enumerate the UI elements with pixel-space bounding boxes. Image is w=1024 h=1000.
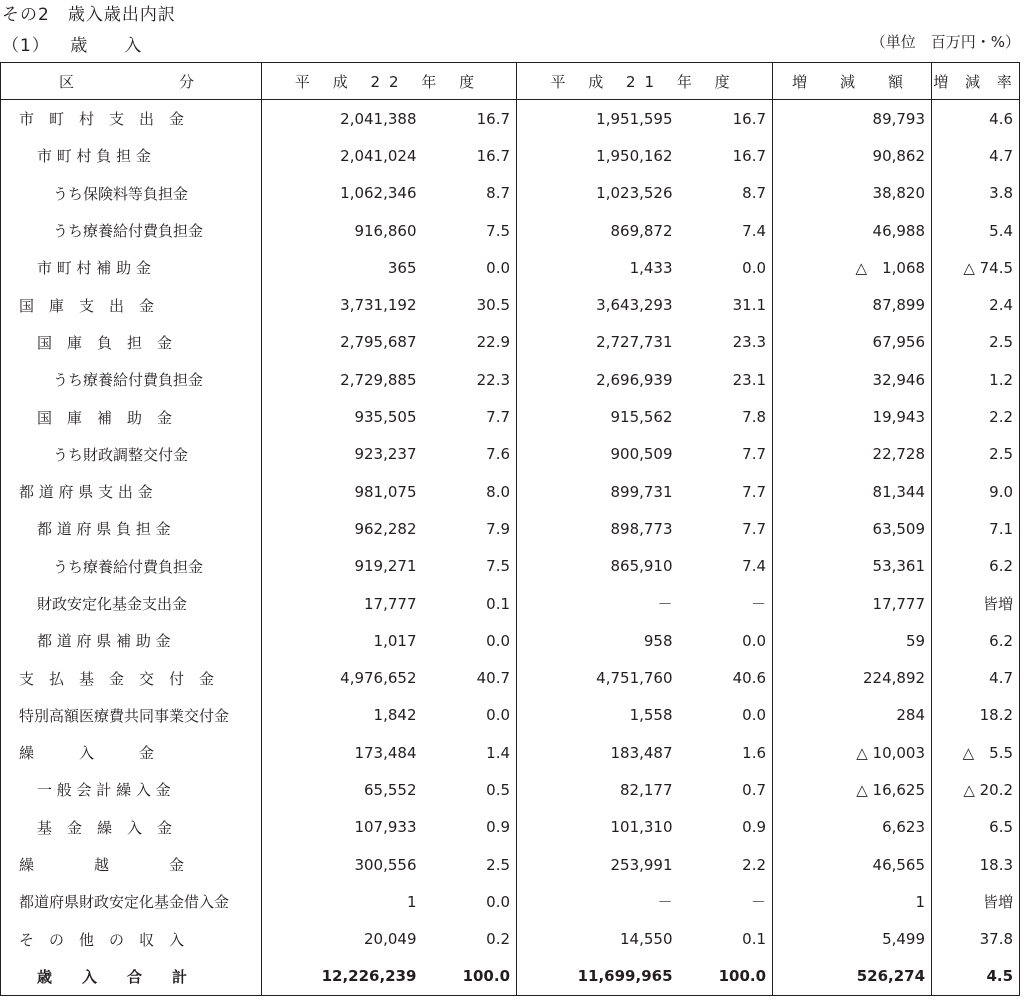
diff-amount: 284 [773,697,932,734]
diff-amount: △ 16,625 [773,771,932,808]
row-label: 財政安定化基金支出金 [1,585,262,622]
change-rate: 4.5 [932,958,1020,996]
fy22-share: 7.5 [486,557,511,576]
table-row [1,734,1020,771]
fy22-amount: 962,282 [262,510,423,547]
table-row [1,958,1020,996]
fy22-share: 2.5 [486,855,511,874]
fy22-share: 40.7 [476,669,511,688]
fy22-share: 22.9 [476,333,511,352]
fy21-amount: 899,731 [517,473,679,510]
diff-amount: 81,344 [773,473,932,510]
fy21-amount: 900,509 [517,436,679,473]
diff-amount: △ 1,068 [773,249,932,286]
table-row [1,883,1020,920]
change-rate: 9.0 [932,473,1020,510]
fy21-share: 16.7 [732,146,767,165]
table-row [1,286,1020,323]
change-rate: 2.5 [932,436,1020,473]
fy21-amount: 82,177 [517,771,679,808]
diff-amount: 32,946 [773,361,932,398]
fy22-amount: 65,552 [262,771,423,808]
row-label: 繰 越 金 [1,846,262,883]
row-label: うち療養給付費負担金 [1,548,262,585]
fy21-share: 0.9 [742,818,767,837]
diff-amount: 53,361 [773,548,932,585]
diff-amount: 89,793 [773,100,932,138]
fy21-share: 2.2 [742,855,767,874]
fy21-amount: 101,310 [517,809,679,846]
row-label: うち財政調整交付金 [1,436,262,473]
row-label: 国 庫 補 助 金 [1,398,262,435]
fy22-share: 0.0 [486,892,511,911]
fy22-amount: 365 [262,249,423,286]
fy22-share: 7.6 [486,445,511,464]
row-label: 特別高額医療費共同事業交付金 [1,697,262,734]
fy22-share: 0.0 [486,258,511,277]
diff-amount: 6,623 [773,809,932,846]
change-rate: 4.6 [932,100,1020,138]
fy21-amount: 1,950,162 [517,137,679,174]
change-rate: 5.4 [932,212,1020,249]
fy22-amount: 916,860 [262,212,423,249]
fy21-amount: 4,751,760 [517,659,679,696]
change-rate: 2.5 [932,324,1020,361]
fy21-share: 16.7 [732,109,767,128]
fy21-share: 0.0 [742,706,767,725]
change-rate: 1.2 [932,361,1020,398]
diff-amount: 22,728 [773,436,932,473]
diff-amount: 90,862 [773,137,932,174]
fy21-share: 0.7 [742,780,767,799]
header-fy22: 平 成 22 年 度 [262,63,517,100]
table-row [1,324,1020,361]
row-label: うち保険料等負担金 [1,175,262,212]
fy21-amount: 253,991 [517,846,679,883]
header-category: 区 分 [1,63,262,100]
fy22-share: 0.9 [486,818,511,837]
fy21-amount: 865,910 [517,548,679,585]
fy21-amount: 3,643,293 [517,286,679,323]
fy21-amount: 898,773 [517,510,679,547]
table-row [1,585,1020,622]
fy21-share: 40.6 [732,669,767,688]
fy22-amount: 107,933 [262,809,423,846]
fy21-amount: 1,951,595 [517,100,679,138]
diff-amount: 526,274 [773,958,932,996]
fy22-share: 16.7 [476,109,511,128]
fy22-amount: 4,976,652 [262,659,423,696]
fy22-amount: 2,041,024 [262,137,423,174]
table-header-row [1,63,1020,100]
table-row [1,622,1020,659]
fy22-share: 0.1 [486,594,511,613]
change-rate: 6.5 [932,809,1020,846]
fy21-share: 7.4 [742,221,767,240]
row-label: 基 金 繰 入 金 [1,809,262,846]
fy21-share: 7.7 [742,445,767,464]
row-label: 一 般 会 計 繰 入 金 [1,771,262,808]
row-label: 歳 入 合 計 [1,958,262,996]
fy21-amount: 14,550 [517,921,679,958]
fy22-share: 8.0 [486,482,511,501]
fy21-amount: 1,023,526 [517,175,679,212]
fy21-amount: － [517,585,679,622]
row-label: 国 庫 負 担 金 [1,324,262,361]
page-title: その2 歳入歳出内訳 [2,5,176,25]
fy22-share: 0.2 [486,930,511,949]
diff-amount: 46,565 [773,846,932,883]
fy22-amount: 2,795,687 [262,324,423,361]
row-label: 都 道 府 県 補 助 金 [1,622,262,659]
diff-amount: 63,509 [773,510,932,547]
row-label: 繰 入 金 [1,734,262,771]
row-label: 市 町 村 支 出 金 [1,100,262,138]
row-label: 市 町 村 負 担 金 [1,137,262,174]
unit-note: （単位 百万円・%） [870,33,1020,51]
fy21-amount: 869,872 [517,212,679,249]
row-label: 市 町 村 補 助 金 [1,249,262,286]
change-rate: 18.3 [932,846,1020,883]
fy22-amount: 1,062,346 [262,175,423,212]
change-rate: 4.7 [932,659,1020,696]
fy22-amount: 923,237 [262,436,423,473]
fy21-share: 1.6 [742,743,767,762]
table-row [1,771,1020,808]
fy21-amount: 11,699,965 [517,958,679,996]
fy21-share: 0.0 [742,631,767,650]
diff-amount: 38,820 [773,175,932,212]
fy21-share: － [751,595,767,613]
row-label: うち療養給付費負担金 [1,361,262,398]
fy21-share: 7.8 [742,408,767,427]
table-row [1,921,1020,958]
fy22-share: 8.7 [486,184,511,203]
fy21-share: 0.0 [742,258,767,277]
fy22-share: 7.9 [486,519,511,538]
fy21-amount: 958 [517,622,679,659]
diff-amount: 59 [773,622,932,659]
fy21-share: 7.7 [742,519,767,538]
fy22-amount: 20,049 [262,921,423,958]
row-label: 都 道 府 県 支 出 金 [1,473,262,510]
change-rate: 6.2 [932,548,1020,585]
diff-amount: 67,956 [773,324,932,361]
fy22-share: 7.5 [486,221,511,240]
change-rate: △ 20.2 [932,771,1020,808]
fy22-share: 0.0 [486,706,511,725]
table-row [1,548,1020,585]
fy22-amount: 300,556 [262,846,423,883]
fy21-share: 7.4 [742,557,767,576]
table-row [1,100,1020,138]
fy22-amount: 3,731,192 [262,286,423,323]
fy22-amount: 2,041,388 [262,100,423,138]
change-rate: △ 5.5 [932,734,1020,771]
change-rate: 4.7 [932,137,1020,174]
table-row [1,473,1020,510]
change-rate: 37.8 [932,921,1020,958]
fy22-amount: 981,075 [262,473,423,510]
fy22-share: 0.0 [486,631,511,650]
fy21-share: － [751,893,767,912]
fy22-amount: 12,226,239 [262,958,423,996]
fy21-amount: 183,487 [517,734,679,771]
fy21-amount: － [517,883,679,920]
table-row [1,212,1020,249]
change-rate: 18.2 [932,697,1020,734]
fy21-share: 23.3 [732,333,767,352]
fy22-amount: 1,017 [262,622,423,659]
header-rate: 増 減 率 [932,63,1020,100]
fy21-share: 7.7 [742,482,767,501]
fy21-amount: 1,433 [517,249,679,286]
table-row [1,249,1020,286]
diff-amount: 19,943 [773,398,932,435]
fy22-share: 100.0 [423,958,517,996]
fy22-share: 7.7 [486,408,511,427]
row-label: そ の 他 の 収 入 [1,921,262,958]
fy21-share: 0.1 [742,930,767,949]
fy22-amount: 1,842 [262,697,423,734]
diff-amount: 1 [773,883,932,920]
fy21-amount: 915,562 [517,398,679,435]
diff-amount: 17,777 [773,585,932,622]
fy21-amount: 1,558 [517,697,679,734]
fy22-amount: 919,271 [262,548,423,585]
row-label: 国 庫 支 出 金 [1,286,262,323]
fy21-share: 23.1 [732,370,767,389]
header-fy21: 平 成 21 年 度 [517,63,773,100]
table-row [1,137,1020,174]
fy22-share: 1.4 [486,743,511,762]
row-label: 都 道 府 県 負 担 金 [1,510,262,547]
table-row [1,846,1020,883]
fy22-amount: 173,484 [262,734,423,771]
diff-amount: 5,499 [773,921,932,958]
section-subtitle [2,31,142,56]
fy22-share: 22.3 [476,370,511,389]
change-rate: 7.1 [932,510,1020,547]
fy21-amount: 2,727,731 [517,324,679,361]
fy22-amount: 2,729,885 [262,361,423,398]
table-row [1,697,1020,734]
change-rate: △ 74.5 [932,249,1020,286]
fy22-share: 16.7 [476,146,511,165]
section-number: （1） [2,36,50,56]
table-row [1,175,1020,212]
fy21-share: 31.1 [732,296,767,315]
section-label: 歳 入 [70,36,143,56]
table-row [1,510,1020,547]
change-rate: 2.2 [932,398,1020,435]
header-diff: 増 減 額 [773,63,932,100]
row-label: うち療養給付費負担金 [1,212,262,249]
change-rate: 皆増 [932,883,1020,920]
fy21-amount: 2,696,939 [517,361,679,398]
change-rate: 3.8 [932,175,1020,212]
table-row [1,436,1020,473]
diff-amount: 224,892 [773,659,932,696]
change-rate: 6.2 [932,622,1020,659]
fy22-share: 30.5 [476,296,511,315]
table-row [1,809,1020,846]
row-label: 都道府県財政安定化基金借入金 [1,883,262,920]
table-row [1,361,1020,398]
fy21-share: 100.0 [679,958,773,996]
revenue-table [0,62,1020,996]
fy21-share: 8.7 [742,184,767,203]
fy22-amount: 1 [262,883,423,920]
row-label: 支 払 基 金 交 付 金 [1,659,262,696]
diff-amount: 46,988 [773,212,932,249]
table-row [1,398,1020,435]
fy22-amount: 17,777 [262,585,423,622]
diff-amount: 87,899 [773,286,932,323]
fy22-amount: 935,505 [262,398,423,435]
change-rate: 2.4 [932,286,1020,323]
table-row [1,659,1020,696]
change-rate: 皆増 [932,585,1020,622]
diff-amount: △ 10,003 [773,734,932,771]
fy22-share: 0.5 [486,780,511,799]
